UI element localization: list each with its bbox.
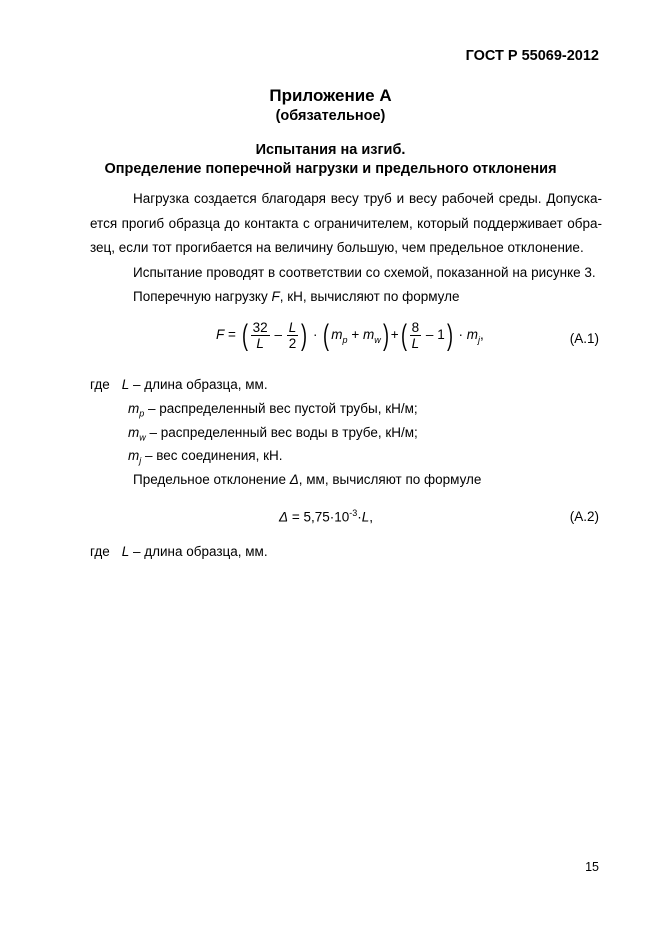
- p4-text-end: , мм, вычисляют по формуле: [298, 472, 482, 487]
- close-paren: ): [301, 318, 308, 352]
- paragraph-2: Испытание проводят в соответствии со схемой, показанной на рисунке 3.: [133, 264, 596, 280]
- mw-desc: – распределенный вес воды в трубе, кН/м;: [145, 425, 418, 440]
- paragraph-3: [90, 285, 602, 310]
- paragraph-1: Нагрузка создается благодаря весу труб и весу рабочей среды. Допуска-ется прогиб образца до контакта с ограничителем, который поддерживает обра-зец, если тот прогибается на величину большую, чем предельное отклонение.: [90, 191, 602, 255]
- formula-eq: =: [228, 327, 236, 343]
- m-var: m: [128, 448, 140, 463]
- sub-p: p: [139, 408, 145, 419]
- sub-w: w: [374, 334, 381, 345]
- annex-title: Приложение А: [269, 86, 392, 105]
- where-line-L: [90, 377, 268, 392]
- fraction-32-L: [251, 320, 270, 351]
- open-paren: (: [400, 318, 407, 352]
- dot: ·: [458, 327, 463, 343]
- formula-a1: [216, 320, 484, 356]
- frac-num: 8: [411, 320, 420, 335]
- p3-var: F: [271, 289, 280, 304]
- fraction-L-2: [287, 320, 299, 351]
- formula-rhs: = 5,75·10: [288, 509, 350, 525]
- frac-den: L: [256, 336, 264, 351]
- mp-desc: – распределенный вес пустой трубы, кН/м;: [144, 401, 418, 416]
- formula-number-a1: (A.1): [569, 331, 599, 346]
- where-line-mj: [128, 448, 283, 466]
- formula-lhs: F: [216, 327, 225, 343]
- p4-text: Предельное отклонение: [133, 472, 290, 487]
- where-line-mw: [128, 425, 418, 443]
- L-desc: – длина образца, мм.: [129, 544, 268, 559]
- m-var: m: [331, 327, 343, 343]
- dot: ·: [313, 327, 318, 343]
- sub-j: j: [139, 455, 142, 466]
- frac-den: 2: [288, 336, 297, 351]
- where-line-mp: [128, 401, 418, 419]
- where-label: где: [90, 544, 110, 559]
- formula-number-a2: (A.2): [569, 509, 599, 524]
- standard-number: ГОСТ Р 55069-2012: [465, 48, 599, 64]
- frac-num: 32: [252, 320, 268, 335]
- open-paren: (: [323, 318, 330, 352]
- comma: ,: [369, 509, 374, 525]
- plus-sign: +: [390, 327, 399, 343]
- L-desc: – длина образца, мм.: [129, 377, 268, 392]
- frac-den: L: [411, 336, 420, 351]
- sub-w: w: [139, 432, 146, 443]
- delta-var: Δ: [289, 472, 299, 487]
- dot: ·: [357, 509, 362, 525]
- where-label: где: [90, 377, 110, 392]
- close-paren: ): [446, 318, 453, 352]
- where-line-L-2: [90, 544, 268, 559]
- sub-j: j: [477, 334, 480, 345]
- m-var: m: [362, 327, 375, 343]
- annex-subtitle: (обязательное): [275, 108, 386, 124]
- section-title-2: Определение поперечной нагрузки и предельного отклонения: [104, 161, 557, 177]
- L-var: L: [121, 544, 130, 559]
- plus-sign: +: [351, 327, 360, 343]
- p3-text: Поперечную нагрузку: [133, 289, 272, 304]
- m-var: m: [128, 425, 140, 440]
- p3-text-end: , кН, вычисляют по формуле: [279, 289, 460, 304]
- delta-var: Δ: [279, 509, 289, 525]
- section-title-1: Испытания на изгиб.: [255, 142, 406, 158]
- formula-a2: [279, 508, 373, 525]
- frac-num: L: [288, 320, 297, 335]
- one: 1: [437, 327, 445, 343]
- minus-sign: –: [425, 327, 434, 343]
- close-paren: ): [382, 318, 389, 352]
- exponent: -3: [349, 508, 358, 518]
- L-var: L: [121, 377, 130, 392]
- m-var: m: [128, 401, 140, 416]
- minus-sign: –: [274, 327, 282, 343]
- L-var: L: [361, 509, 370, 525]
- m-var: m: [466, 327, 478, 343]
- paragraph-4: [133, 472, 481, 487]
- sub-p: p: [342, 334, 348, 345]
- body-text: [90, 187, 602, 310]
- comma: ,: [479, 327, 484, 343]
- fraction-8-L: [410, 320, 422, 351]
- page-number: 15: [585, 860, 599, 874]
- open-paren: (: [241, 318, 248, 352]
- mj-desc: – вес соединения, кН.: [141, 448, 283, 463]
